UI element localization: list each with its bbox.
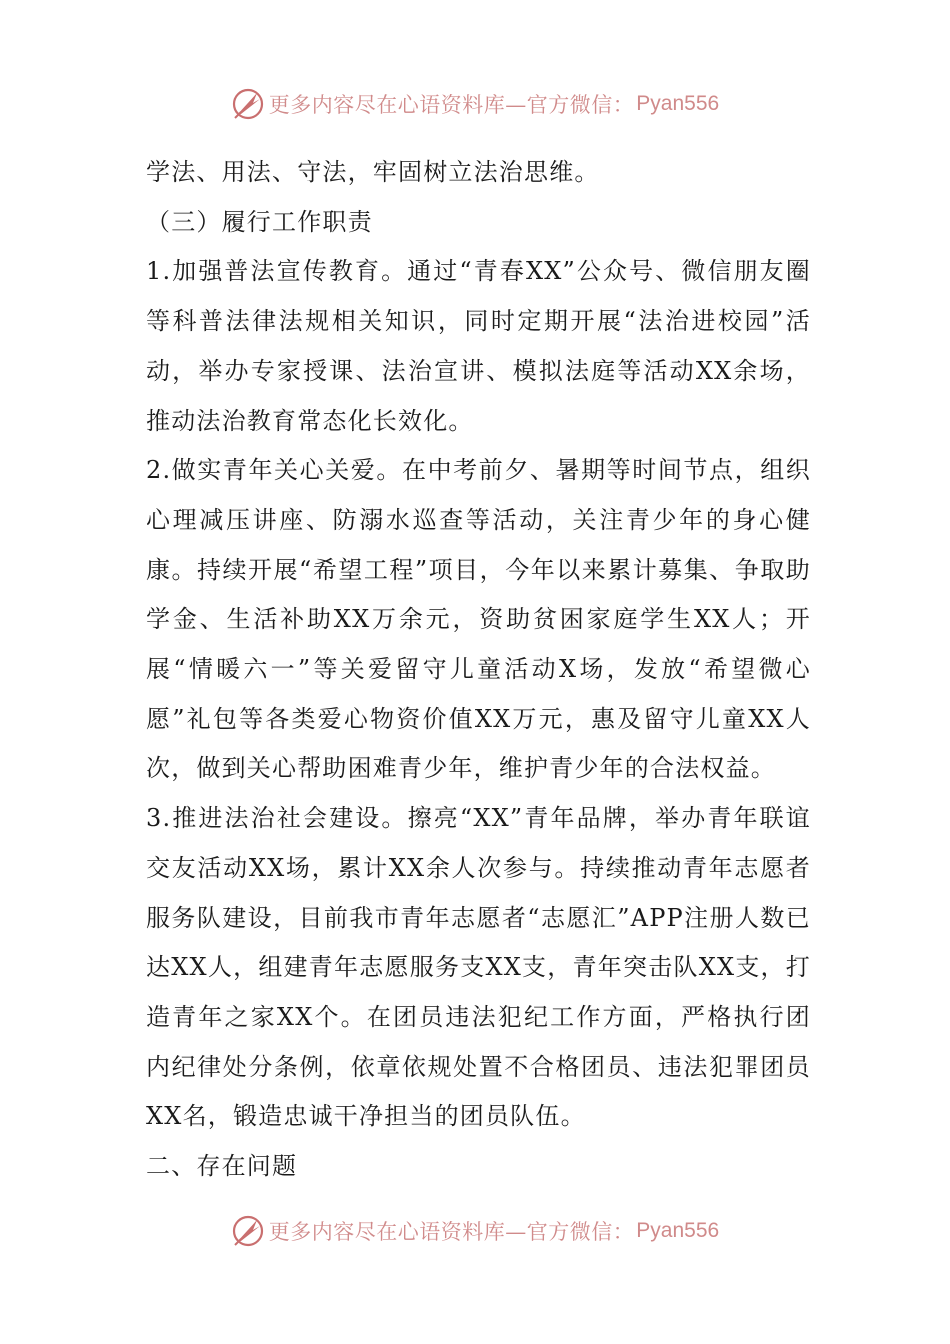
document-body <box>146 148 811 1192</box>
paragraph-continuation: 学法、用法、守法，牢固树立法治思维。 <box>146 158 600 186</box>
header-banner <box>0 84 950 124</box>
paragraph-item-3: 3.推进法治社会建设。擦亮“XX”青年品牌，举办青年联谊交友活动XX场，累计XX余人次参与。持续推动青年志愿者服务队建设，目前我市青年志愿者“志愿汇”APP注册人数已达XX人，组建青年志愿服务支XX支，青年突击队XX支，打造青年之家XX个。在团员违法犯纪工作方面，严格执行团内纪律处分条例，依章依规处置不合格团员、违法犯罪团员XX名，锻造忠诚干净担当的团员队伍。 <box>146 804 811 1131</box>
footer-banner <box>0 1211 950 1251</box>
quill-logo-icon <box>231 87 265 121</box>
wechat-id: Pyan556 <box>636 92 720 115</box>
quill-logo-icon <box>231 1214 265 1248</box>
banner-text: 更多内容尽在心语资料库—官方微信： <box>268 1220 635 1244</box>
paragraph-item-1: 1.加强普法宣传教育。通过“青春XX”公众号、微信朋友圈等科普法律法规相关知识，同时定期开展“法治进校园”活动，举办专家授课、法治宣讲、模拟法庭等活动XX余场，推动法治教育常态化长效化。 <box>146 257 811 435</box>
paragraph-item-2: 2.做实青年关心关爱。在中考前夕、暑期等时间节点，组织心理减压讲座、防溺水巡查等活动，关注青少年的身心健康。持续开展“希望工程”项目，今年以来累计募集、争取助学金、生活补助XX万余元，资助贫困家庭学生XX人；开展“情暖六一”等关爱留守儿童活动X场，发放“希望微心愿”礼包等各类爱心物资价值XX万元，惠及留守儿童XX人次，做到关心帮助困难青少年，维护青少年的合法权益。 <box>146 456 811 783</box>
wechat-id: Pyan556 <box>636 1219 720 1242</box>
section-heading-duties: （三）履行工作职责 <box>146 207 373 236</box>
banner-text: 更多内容尽在心语资料库—官方微信： <box>268 93 635 117</box>
section-heading-problems: 二、存在问题 <box>146 1152 298 1181</box>
